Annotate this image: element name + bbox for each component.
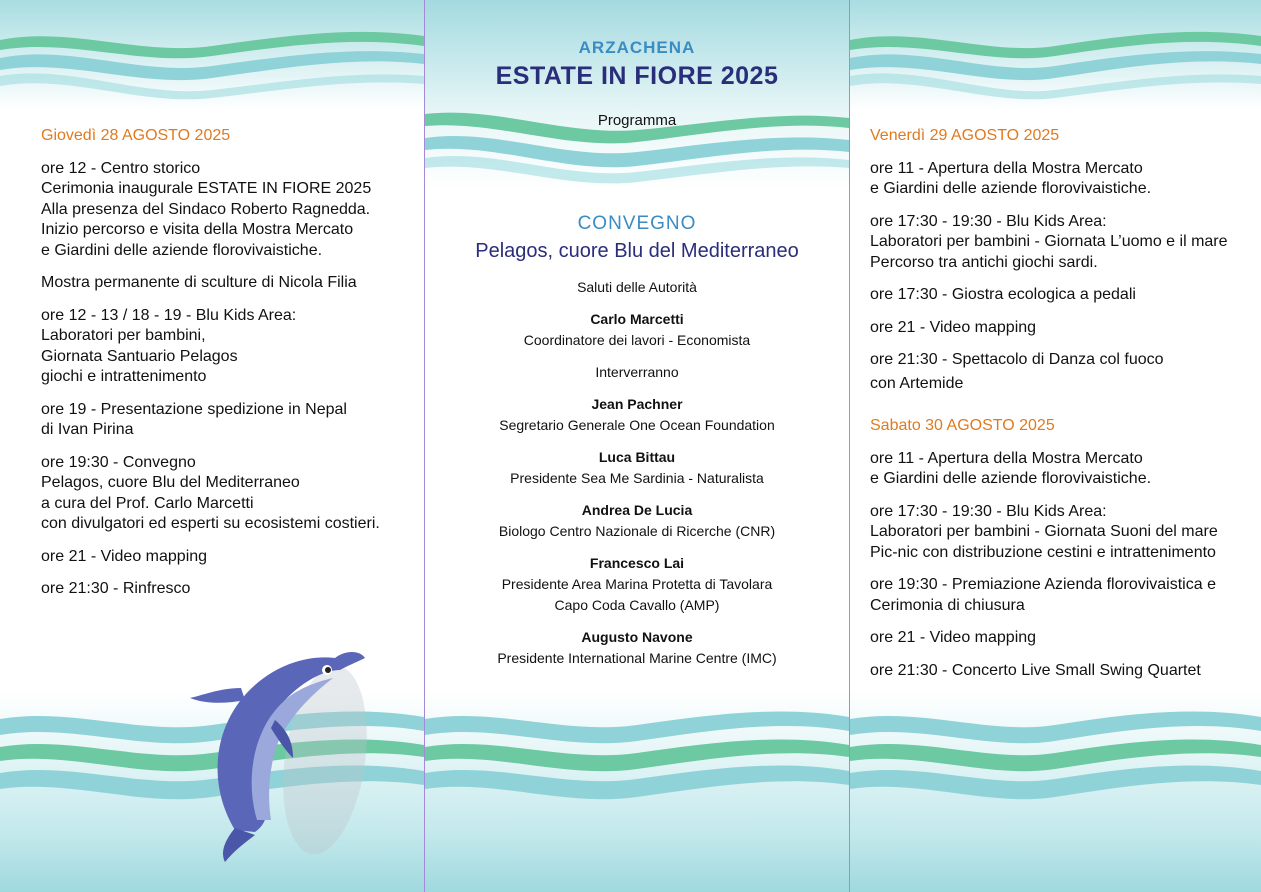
event-item <box>870 449 1251 490</box>
day-title: Giovedì 28 AGOSTO 2025 <box>41 127 231 144</box>
event-line: ore 21:30 - Spettacolo di Danza col fuoco <box>870 351 1164 368</box>
event-line: ore 19 - Presentazione spedizione in Nepal <box>41 400 347 418</box>
right-panel <box>850 0 1261 892</box>
event-line: ore 21 - Video mapping <box>870 318 1037 336</box>
speaker-role: Presidente Area Marina Protetta di Tavolara <box>501 576 773 592</box>
top-waves <box>850 28 1261 118</box>
event-item <box>870 212 1251 274</box>
festival-title: ESTATE IN FIORE 2025 <box>495 62 779 90</box>
speakers-list <box>425 277 849 669</box>
speaker-role: Segretario Generale One Ocean Foundation <box>499 417 775 433</box>
event-line: ore 21:30 - Rinfresco <box>41 580 191 597</box>
event-item <box>870 661 1251 682</box>
speaker-name: Carlo Marcetti <box>590 311 684 327</box>
event-item <box>41 306 414 388</box>
event-line: e Giardini delle aziende florovivaistiche. <box>870 470 1152 487</box>
event-line: ore 17:30 - 19:30 - Blu Kids Area: <box>870 502 1107 520</box>
town-name: ARZACHENA <box>578 38 696 57</box>
speaker-name: Luca Bittau <box>598 449 676 465</box>
speaker-role: Capo Coda Cavallo (AMP) <box>554 597 720 613</box>
event-item <box>870 502 1251 564</box>
speaker-role: Presidente Sea Me Sardinia - Naturalista <box>510 470 764 486</box>
event-line: ore 17:30 - 19:30 - Blu Kids Area: <box>870 212 1107 230</box>
event-item <box>41 579 414 600</box>
event-line: Laboratori per bambini - Giornata Suoni del mare <box>870 523 1218 540</box>
event-item <box>41 273 414 294</box>
event-item <box>870 318 1251 339</box>
event-line: ore 11 - Apertura della Mostra Mercato <box>870 449 1143 467</box>
event-item <box>41 159 414 262</box>
event-line: con Artemide <box>870 374 964 392</box>
bottom-waves <box>425 705 849 825</box>
event-line: Cerimonia di chiusura <box>870 596 1025 614</box>
event-item <box>870 575 1251 616</box>
event-item <box>870 285 1251 306</box>
speaker-name: Augusto Navone <box>581 629 693 645</box>
event-item <box>41 547 414 568</box>
event-line: ore 19:30 - Convegno <box>41 453 196 471</box>
conference-heading: CONVEGNO <box>577 213 697 234</box>
event-line: e Giardini delle aziende florovivaistiche. <box>870 180 1152 197</box>
event-item <box>41 453 414 535</box>
event-line: giochi e intrattenimento <box>41 368 207 385</box>
left-panel <box>0 0 424 892</box>
day-title: Venerdì 29 AGOSTO 2025 <box>870 127 1060 144</box>
conference-title: Pelagos, cuore Blu del Mediterraneo <box>475 240 799 262</box>
speaker-role: Biologo Centro Nazionale di Ricerche (CNR) <box>498 523 776 539</box>
event-line: ore 12 - 13 / 18 - 19 - Blu Kids Area: <box>41 306 297 324</box>
event-line: Pelagos, cuore Blu del Mediterraneo <box>41 474 300 491</box>
event-line: Inizio percorso e visita della Mostra Mercato <box>41 221 354 238</box>
speaker-name: Andrea De Lucia <box>581 502 693 518</box>
event-line: Cerimonia inaugurale ESTATE IN FIORE 2025 <box>41 180 372 197</box>
speaker-name: Jean Pachner <box>591 396 683 412</box>
event-line: di Ivan Pirina <box>41 421 134 438</box>
day-thursday <box>41 126 414 612</box>
greetings-line: Saluti delle Autorità <box>577 279 697 295</box>
event-line: Laboratori per bambini - Giornata L’uomo e il mare <box>870 233 1228 250</box>
fold-line <box>849 0 850 892</box>
event-item <box>41 400 414 441</box>
event-line: Mostra permanente di sculture di Nicola Filia <box>41 274 357 291</box>
event-line: ore 19:30 - Premiazione Azienda florovivaistica e <box>870 576 1216 593</box>
day-title: Sabato 30 AGOSTO 2025 <box>870 417 1055 434</box>
event-line: Alla presenza del Sindaco Roberto Ragnedda. <box>41 200 371 218</box>
intervene-line: Interverranno <box>595 364 679 380</box>
event-line: a cura del Prof. Carlo Marcetti <box>41 494 254 512</box>
dolphin-icon <box>175 630 405 870</box>
speaker-name: Francesco Lai <box>589 555 685 571</box>
event-line: Percorso tra antichi giochi sardi. <box>870 253 1098 271</box>
event-line: e Giardini delle aziende florovivaistiche. <box>41 241 323 259</box>
speaker-role: Presidente International Marine Centre (IMC) <box>497 650 777 666</box>
event-line: ore 21:30 - Concerto Live Small Swing Quartet <box>870 661 1201 679</box>
event-line: ore 11 - Apertura della Mostra Mercato <box>870 159 1143 177</box>
day-saturday <box>870 416 1251 693</box>
bottom-waves <box>850 705 1261 825</box>
event-item <box>870 628 1251 649</box>
event-line: Giornata Santuario Pelagos <box>41 347 238 365</box>
event-item <box>870 159 1251 200</box>
event-line: ore 21 - Video mapping <box>870 629 1037 646</box>
event-line: Pic-nic con distribuzione cestini e intrattenimento <box>870 543 1216 561</box>
event-line: ore 12 - Centro storico <box>41 159 201 177</box>
speaker-role: Coordinatore dei lavori - Economista <box>523 332 751 348</box>
event-line: Laboratori per bambini, <box>41 327 206 344</box>
day-friday <box>870 126 1251 406</box>
program-label: Programma <box>597 112 677 129</box>
event-line: ore 17:30 - Giostra ecologica a pedali <box>870 286 1136 303</box>
center-panel <box>425 0 849 892</box>
event-line: con divulgatori ed esperti su ecosistemi costieri. <box>41 515 380 532</box>
event-item <box>870 350 1251 394</box>
top-waves <box>0 28 424 118</box>
fold-line <box>424 0 425 892</box>
event-line: ore 21 - Video mapping <box>41 547 208 565</box>
